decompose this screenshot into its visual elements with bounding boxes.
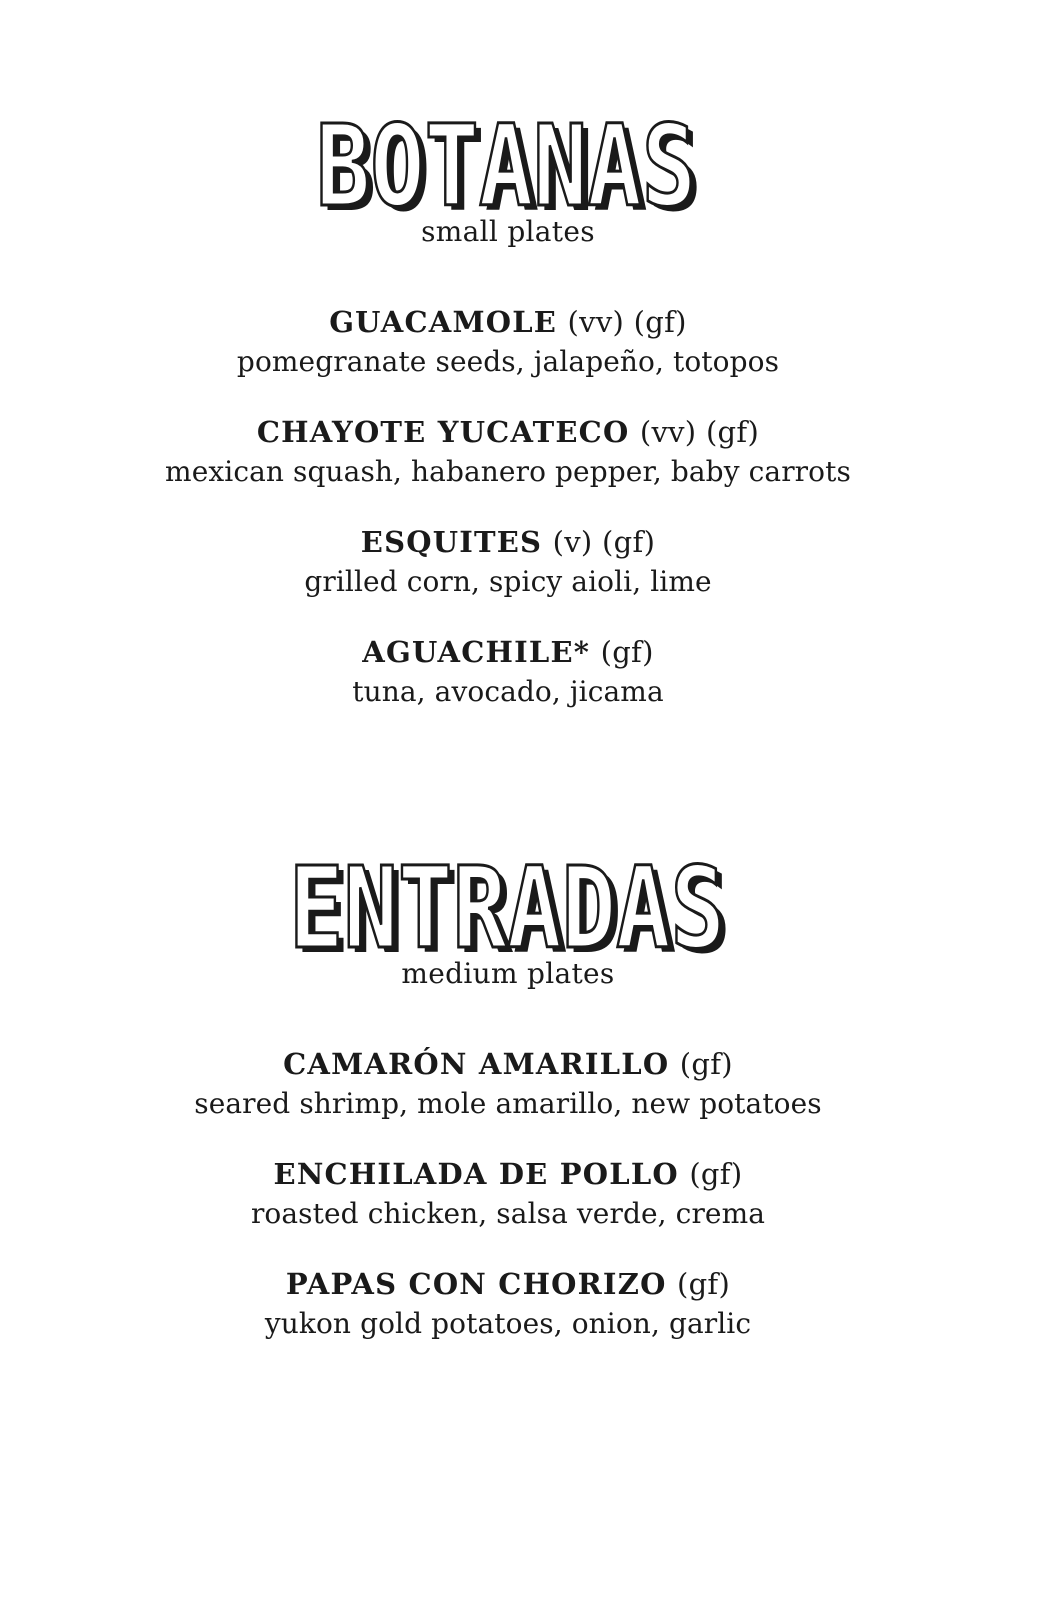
item-tags: (vv) (gf) <box>567 305 687 339</box>
item-heading <box>0 522 1016 562</box>
item-description: yukon gold potatoes, onion, garlic <box>264 1307 752 1340</box>
item-description: seared shrimp, mole amarillo, new potatoes <box>194 1087 822 1120</box>
menu-item <box>0 1264 1016 1344</box>
item-name: ESQUITES <box>360 525 543 559</box>
item-tags: (gf) <box>600 635 654 669</box>
item-name: CHAYOTE YUCATECO <box>256 415 630 449</box>
item-description: grilled corn, spicy aioli, lime <box>304 565 712 598</box>
item-description: tuna, avocado, jicama <box>352 675 664 708</box>
menu-item <box>0 412 1016 492</box>
item-heading <box>0 1044 1016 1084</box>
item-description: pomegranate seeds, jalapeño, totopos <box>236 345 780 378</box>
botanas-title-shadow: BOTANAS <box>322 118 702 218</box>
menu-item <box>0 1044 1016 1124</box>
item-description: mexican squash, habanero pepper, baby carrots <box>165 455 851 488</box>
item-name: CAMARÓN AMARILLO <box>283 1047 670 1081</box>
item-tags: (vv) (gf) <box>639 415 760 449</box>
botanas-title-text: BOTANAS <box>316 118 696 218</box>
botanas-items <box>0 302 1016 712</box>
entradas-items <box>0 1044 1016 1344</box>
item-description: roasted chicken, salsa verde, crema <box>250 1197 766 1230</box>
item-name: GUACAMOLE <box>329 305 558 339</box>
item-heading <box>0 1264 1016 1304</box>
item-name: AGUACHILE* <box>362 635 591 669</box>
menu-item <box>0 522 1016 602</box>
item-heading <box>0 302 1016 342</box>
menu-item <box>0 302 1016 382</box>
menu-item <box>0 632 1016 712</box>
menu-item <box>0 1154 1016 1234</box>
entradas-title-shadow: ENTRADAS <box>295 860 731 960</box>
entradas-title-text: ENTRADAS <box>289 860 725 960</box>
item-tags: (gf) <box>679 1047 733 1081</box>
item-tags: (v) (gf) <box>552 525 656 559</box>
item-heading <box>0 412 1016 452</box>
entradas-section <box>0 860 1016 1374</box>
botanas-section <box>0 118 1016 742</box>
item-tags: (gf) <box>689 1157 743 1191</box>
botanas-title <box>298 118 718 218</box>
item-heading <box>0 632 1016 672</box>
item-tags: (gf) <box>676 1267 731 1301</box>
entradas-title <box>273 860 743 960</box>
item-name: ENCHILADA DE POLLO <box>273 1157 679 1191</box>
entradas-subtitle: medium plates <box>401 957 615 990</box>
botanas-subtitle: small plates <box>421 215 595 248</box>
item-name: PAPAS CON CHORIZO <box>285 1267 667 1301</box>
item-heading <box>0 1154 1016 1194</box>
